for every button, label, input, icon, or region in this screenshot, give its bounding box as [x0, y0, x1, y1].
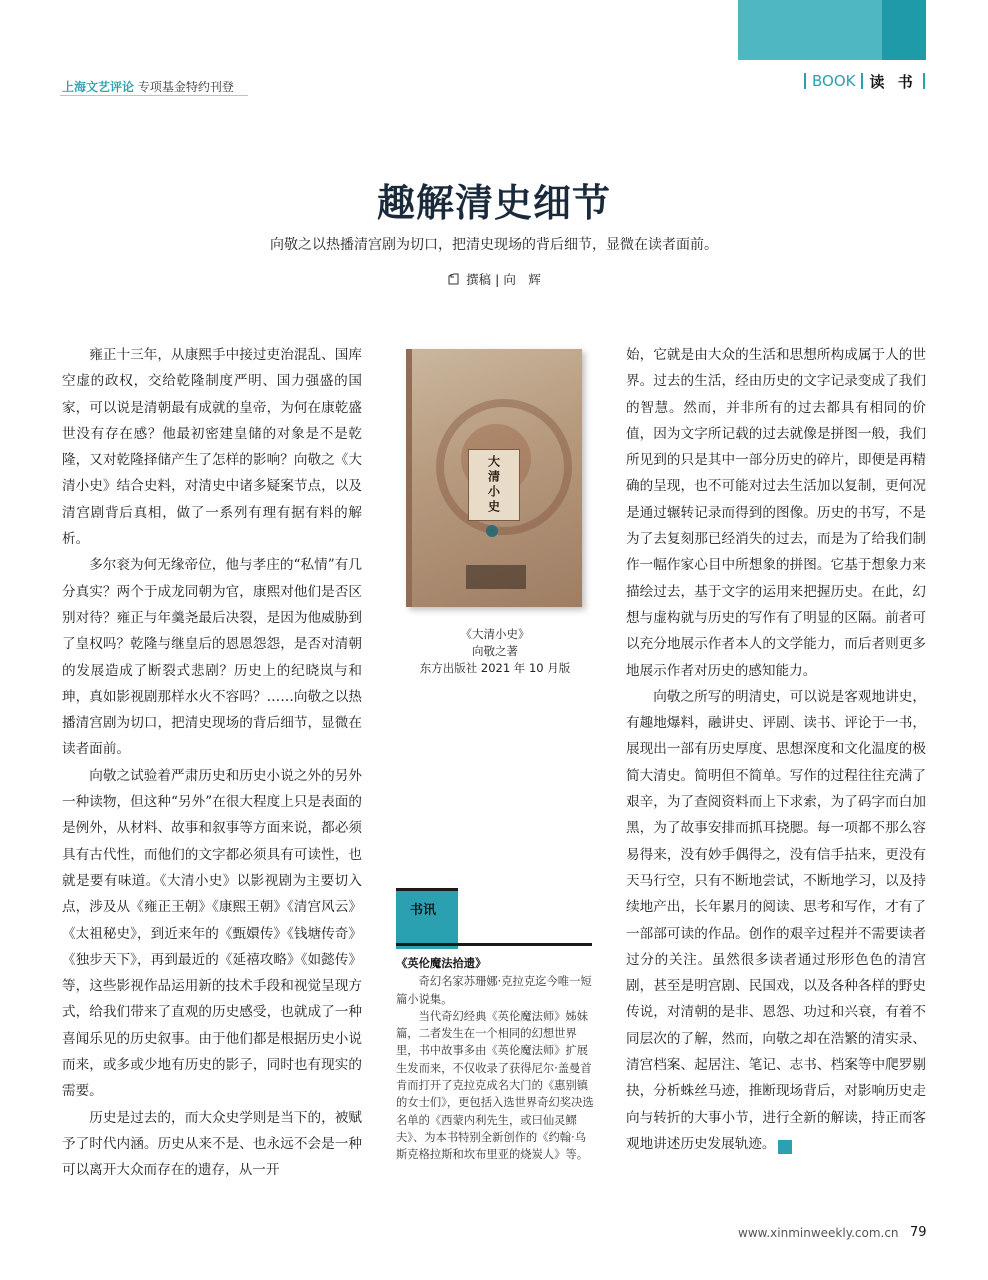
footer-url: www.xinminweekly.com.cn	[738, 1226, 899, 1240]
article-column-right	[626, 342, 926, 1157]
paragraph-text: 向敬之所写的明清史，可以说是客观地讲史，有趣地爆料，融讲史、评剧、读书、评论于一书，展现出一部有历史厚度、思想深度和文化温度的极简大清史。简明但不简单。写作的过程往往充满了艰辛，为了查阅资料而上下求索，为了码字而白加黑，为了故事安排而抓耳挠腮。每一项都不那么容易得来，没有妙手偶得之，没有信手拈来，更没有天马行空，只有不断地尝试，不断地学习，以及持续地产出，长年累月的阅读、思考和写作，才有了一部部可读的作品。创作的艰辛过程并不需要读者过分的关注。虽然很多读者通过形形色色的清宫剧，甚至是明宫剧、民国戏，以及各种各样的野史传说，对清朝的是非、恩怨、功过和兴衰，有着不同层次的了解，然而，向敬之却在浩繁的清实录、清宫档案、起居注、笔记、志书、档案等中爬罗剔抉，分析蛛丝马迹，推断现场背后，对影响历史走向与转折的大事小节，进行全新的解读，持正而客观地讲述历史发展轨迹。	[626, 688, 926, 1152]
byline	[0, 270, 988, 289]
article-title: 趣解清史细节	[376, 180, 611, 225]
article-column-left	[62, 342, 362, 1184]
book-caption	[400, 626, 590, 677]
section-divider	[923, 73, 925, 89]
corner-accent-block	[882, 0, 926, 60]
paragraph: 向敬之试验着严肃历史和历史小说之外的另外一种读物，但这种“另外”在很大程度上只是表面的是例外，从材料、故事和叙事等方面来说，都必须具有古代性，而他们的文字都必须具有可读性，也就是要有味道。《大清小史》以影视剧为主要切入点，涉及从《雍正王朝》《康熙王朝》《清宫风云》《太祖秘史》，到近来年的《甄嬛传》《钱塘传奇》《独步天下》，再到最近的《延禧攻略》《如懿传》等，这些影视作品运用新的技术手段和视觉呈现方式，给我们带来了直观的历史感受，也就成了一种喜闻乐见的历史叙事。由于他们都是根据历史小说而来，或多或少地有历史的影子，同时也有现实的需要。	[62, 767, 362, 1100]
news-label: 书讯	[410, 903, 437, 918]
caption-author: 向敬之著	[472, 644, 518, 658]
news-rule	[396, 943, 592, 946]
masthead-rule	[60, 95, 248, 96]
paragraph	[626, 684, 926, 1157]
paragraph: 历史是过去的，而大众史学则是当下的，被赋予了时代内涵。历史从来不是、也永远不会是一种可以离开大众而存在的遗存，从一开	[62, 1109, 362, 1179]
caption-publisher: 东方出版社 2021 年 10 月版	[419, 661, 571, 675]
book-cover-image	[406, 349, 582, 607]
pen-icon	[447, 273, 460, 289]
news-book-title: 《英伦魔法拾遗》	[396, 957, 487, 970]
caption-title: 《大清小史》	[460, 627, 530, 641]
section-tag	[804, 70, 925, 92]
paragraph: 始，它就是由大众的生活和思想所构成属于人的世界。过去的生活，经由历史的文字记录变成了我们的智慧。然而，并非所有的过去都具有相同的价值，因为文字所记载的过去就像是拼图一般，我们所见到的只是其中一部分历史的碎片，即便是再精确的呈现，也不可能对过去生活加以复制，更何况是通过辗转记录而得到的图像。历史的书写，不是为了去复刻那已经消失的过去，而是为了给我们制作一幅作家心目中所想象的拼图。它基于想象力来描绘过去，基于文字的运用来把握历史。在此，幻想与虚构就与历史的写作有了明显的区隔。前者可以充分地展示作者本人的文学能力，而后者则更多地展示作者对历史的感知能力。	[626, 347, 926, 679]
paragraph: 多尔衮为何无缘帝位，他与孝庄的“私情”有几分真实？两个于成龙同朝为官，康熙对他们是否区别对待？雍正与年羹尧最后决裂，是因为他威胁到了皇权吗？乾隆与继皇后的恩恩怨怨，是否对清朝的发展造成了断裂式悲剧？历史上的纪晓岚与和珅，真如影视剧那样水火不容吗？……向敬之以热播清宫剧为切口，把清史现场的背后细节，显微在读者面前。	[62, 557, 362, 758]
news-sidebar	[396, 955, 596, 1164]
paragraph: 雍正十三年，从康熙手中接过吏治混乱、国库空虚的政权，交给乾隆制度严明、国力强盛的国家，可以说是清朝最有成就的皇帝，为何在康乾盛世没有存在感？他最初密建皇储的对象是不是乾隆，又对乾隆择储产生了怎样的影响？向敬之《大清小史》结合史料，对清史中诸多疑案节点，以及清宫剧背后真相，做了一系列有理有据有料的解析。	[62, 347, 362, 548]
book-cover-title: 大清小史	[468, 449, 520, 521]
section-divider	[861, 73, 863, 89]
news-label-box	[396, 888, 458, 949]
publisher-mark	[466, 565, 526, 589]
masthead-rest: 专项基金特约刊登	[137, 80, 234, 94]
section-divider	[804, 73, 806, 89]
end-mark-icon: 民	[778, 1140, 792, 1154]
byline-text: 撰稿 | 向 辉	[466, 272, 541, 287]
seal-mark	[486, 525, 498, 537]
section-label-zh: 读 书	[869, 72, 917, 91]
news-paragraph: 奇幻名家苏珊娜·克拉克迄今唯一短篇小说集。	[396, 975, 592, 1006]
section-label-en: BOOK	[812, 72, 856, 90]
book-spine	[406, 349, 412, 607]
news-paragraph: 当代奇幻经典《英伦魔法师》姊妹篇，二者发生在一个相同的幻想世界里，书中故事多由《英伦魔法师》扩展生发而来，不仅收录了获得尼尔·盖曼首肯而打开了克拉克成名大门的《惠别镇的女士们》，更包括入选世界奇幻奖决选名单的《西蒙内利先生，或曰仙灵鳏夫》、为本书特别全新创作的《约翰·乌斯克格拉斯和坎布里亚的烧炭人》等。	[396, 1009, 594, 1162]
page-number: 79	[910, 1225, 927, 1240]
masthead	[62, 78, 234, 95]
article-subtitle: 向敬之以热播清宫剧为切口，把清史现场的背后细节，显微在读者面前。	[270, 237, 718, 253]
masthead-brand: 上海文艺评论	[62, 80, 135, 94]
